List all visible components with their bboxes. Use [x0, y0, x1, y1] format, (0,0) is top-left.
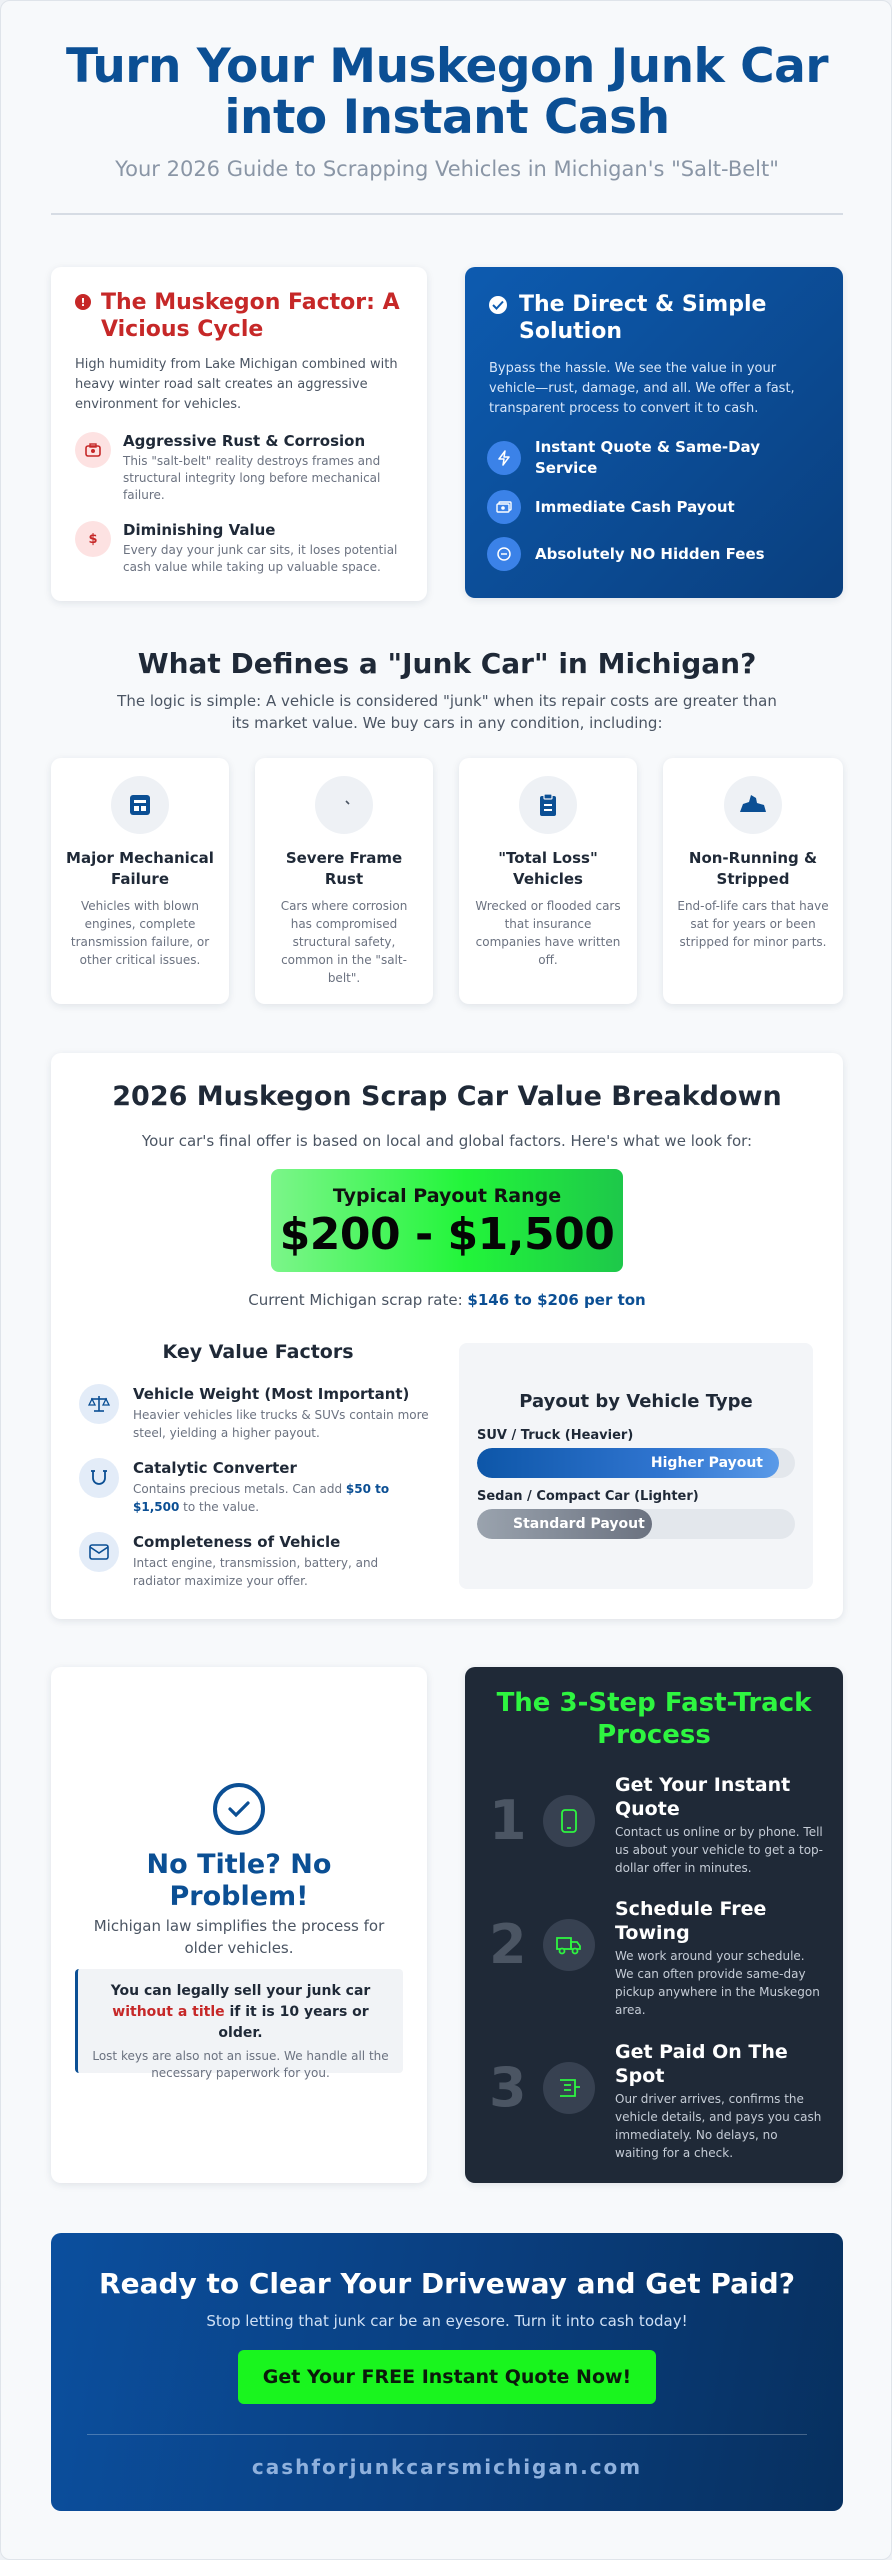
step-title: Get Paid On The Spot: [615, 2041, 788, 2087]
scrap-rate-value: $146 to $206 per ton: [467, 1291, 646, 1309]
factor-item-desc: This "salt-belt" reality destroys frames and structural integrity long before mechanical failure.: [123, 454, 381, 502]
desc-text: to the value.: [179, 1500, 260, 1514]
step-desc: We work around your schedule. We can often provide same-day pickup anywhere in the Muskegon area.: [615, 1949, 820, 2017]
engine-icon: [111, 776, 169, 834]
define-title: What Defines a "Junk Car" in Michigan?: [137, 647, 757, 680]
get-quote-button[interactable]: Get Your FREE Instant Quote Now!: [238, 2350, 656, 2404]
bolt-icon: [487, 441, 521, 475]
junk-type-desc: Vehicles with blown engines, complete transmission failure, or other critical issues.: [70, 899, 210, 967]
step-title: Get Your Instant Quote: [615, 1774, 791, 1820]
junk-type-title: "Total Loss" Vehicles: [498, 849, 598, 888]
page-subtitle: Your 2026 Guide to Scrapping Vehicles in Michigan's "Salt-Belt": [115, 157, 779, 181]
solution-item-label: Immediate Cash Payout: [535, 497, 735, 516]
cta-title: Ready to Clear Your Driveway and Get Paid?: [99, 2267, 795, 2300]
payout-bar-track: [477, 1448, 795, 1478]
scrap-rate: [1, 1291, 892, 1309]
factor-item: [75, 432, 405, 504]
note-text: if it is 10 years or older.: [218, 2004, 369, 2041]
junk-type-card: [255, 758, 433, 1004]
cta-divider: [87, 2434, 807, 2435]
solution-title: The Direct & Simple Solution: [519, 292, 767, 344]
junk-type-title: Major Mechanical Failure: [66, 849, 214, 888]
note-highlight: without a title: [112, 2004, 225, 2020]
solution-item-label: Instant Quote & Same-Day Service: [535, 438, 760, 477]
desc-text: Contains precious metals. Can add: [133, 1482, 346, 1496]
cta-subtitle: Stop letting that junk car be an eyesore. Turn it into cash today!: [206, 2312, 688, 2330]
vehicle-label: Sedan / Compact Car (Lighter): [477, 1489, 699, 1504]
hero: [1, 41, 892, 181]
check-badge-icon: [213, 1783, 265, 1835]
value-factor-title: Catalytic Converter: [133, 1459, 297, 1477]
title-line-1: Turn Your Muskegon Junk Car: [65, 39, 829, 94]
factor-item-title: Aggressive Rust & Corrosion: [123, 432, 366, 450]
title-line-2: into Instant Cash: [224, 90, 670, 145]
alert-icon: !: [75, 294, 91, 310]
value-factor-desc: [133, 1480, 429, 1516]
define-subtitle: The logic is simple: A vehicle is considered "junk" when its repair costs are greater than its market value. We buy cars in any condition, including:: [117, 692, 777, 732]
payout-value: $200 - $1,500: [279, 1209, 615, 1260]
payout-bar-track: [477, 1509, 795, 1539]
factor-description: High humidity from Lake Michigan combined with heavy winter road salt creates an aggressive environment for vehicles.: [75, 357, 398, 412]
junk-type-card: [663, 758, 843, 1004]
junk-type-card: [459, 758, 637, 1004]
vehicle-type-title: Payout by Vehicle Type: [519, 1391, 753, 1412]
step-number: 1: [489, 1789, 527, 1852]
clipboard-icon: [519, 776, 577, 834]
step-desc: Our driver arrives, confirms the vehicle details, and pays you cash immediately. No delays, no waiting for a check.: [615, 2092, 822, 2160]
key-factors-title: Key Value Factors: [162, 1341, 354, 1363]
solution-description: Bypass the hassle. We see the value in your vehicle—rust, damage, and all. We offer a fast, transparent process to convert it to cash.: [489, 361, 795, 416]
tow-truck-icon: [543, 1919, 595, 1971]
converter-icon: [79, 1458, 119, 1498]
value-factor-desc: Heavier vehicles like trucks & SUVs contain more steel, yielding a higher payout.: [133, 1408, 429, 1440]
no-title-heading: No Title? No Problem!: [146, 1849, 332, 1912]
car-wreck-icon: [724, 776, 782, 834]
solution-item: [487, 537, 765, 571]
value-factor: [79, 1458, 429, 1516]
factor-title: The Muskegon Factor: A Vicious Cycle: [101, 290, 400, 342]
junk-type-desc: Cars where corrosion has compromised structural safety, common in the "salt-belt".: [280, 899, 408, 985]
junk-type-title: Severe Frame Rust: [285, 849, 403, 888]
envelope-icon: [79, 1532, 119, 1572]
cta-banner: [51, 2233, 843, 2511]
law-note-small: Lost keys are also not an issue. We handle all the necessary paperwork for you.: [92, 2049, 389, 2080]
solution-item-label: Absolutely NO Hidden Fees: [535, 544, 765, 563]
law-note-text: [90, 1981, 391, 2044]
desc-highlight: $50 to $1,500: [133, 1482, 390, 1514]
payout-range-box: [271, 1169, 623, 1272]
page-title: [1, 41, 892, 143]
value-subtitle: Your car's final offer is based on local and global factors. Here's what we look for:: [141, 1132, 753, 1150]
factor-item-desc: Every day your junk car sits, it loses potential cash value while taking up valuable space.: [123, 543, 398, 574]
dollar-icon: $: [75, 521, 111, 557]
solution-item: [487, 490, 735, 524]
muskegon-factor-card: [51, 267, 427, 601]
rust-icon: [75, 432, 111, 468]
value-factor-title: Completeness of Vehicle: [133, 1533, 341, 1551]
factor-item: [75, 521, 405, 576]
payout-bar-label: Standard Payout: [513, 1516, 645, 1532]
step-number: 3: [489, 2056, 527, 2119]
cash-icon: [487, 490, 521, 524]
step-title: Schedule Free Towing: [615, 1898, 767, 1944]
phone-icon: [543, 1795, 595, 1847]
steps-title: The 3-Step Fast-Track Process: [496, 1688, 812, 1750]
junk-type-card: [51, 758, 229, 1004]
hero-divider: [51, 213, 843, 215]
payout-bar-label: Higher Payout: [650, 1455, 763, 1471]
no-title-subtitle: Michigan law simplifies the process for older vehicles.: [93, 1917, 385, 1957]
no-title-card: [51, 1667, 427, 2183]
cash-register-icon: [543, 2062, 595, 2114]
scale-icon: [79, 1384, 119, 1424]
vehicle-label: SUV / Truck (Heavier): [477, 1428, 634, 1443]
junk-type-title: Non-Running & Stripped: [688, 849, 818, 888]
value-factor-desc: Intact engine, transmission, battery, and radiator maximize your offer.: [133, 1556, 379, 1588]
value-factor: [79, 1384, 429, 1442]
step-desc: Contact us online or by phone. Tell us about your vehicle to get a top-dollar offer in minutes.: [615, 1825, 824, 1875]
step-number: 2: [489, 1913, 527, 1976]
check-circle-icon: [489, 296, 507, 314]
junk-type-desc: End-of-life cars that have sat for years or been stripped for minor parts.: [677, 899, 829, 949]
note-text: You can legally sell your junk car: [110, 1983, 371, 1999]
rust-spot-icon: [315, 776, 373, 834]
payout-label: Typical Payout Range: [332, 1185, 562, 1207]
title-law-note: [75, 1969, 403, 2080]
website-link[interactable]: cashforjunkcarsmichigan.com: [251, 2455, 643, 2479]
value-title: 2026 Muskegon Scrap Car Value Breakdown: [112, 1081, 782, 1112]
value-factor-title: Vehicle Weight (Most Important): [133, 1385, 410, 1403]
value-factor: [79, 1532, 429, 1590]
factor-item-title: Diminishing Value: [123, 521, 276, 539]
junk-type-desc: Wrecked or flooded cars that insurance companies have written off.: [475, 899, 621, 967]
scrap-rate-label: Current Michigan scrap rate:: [248, 1291, 468, 1309]
solution-item: [487, 437, 785, 479]
direct-solution-card: [465, 267, 843, 598]
no-fees-icon: [487, 537, 521, 571]
